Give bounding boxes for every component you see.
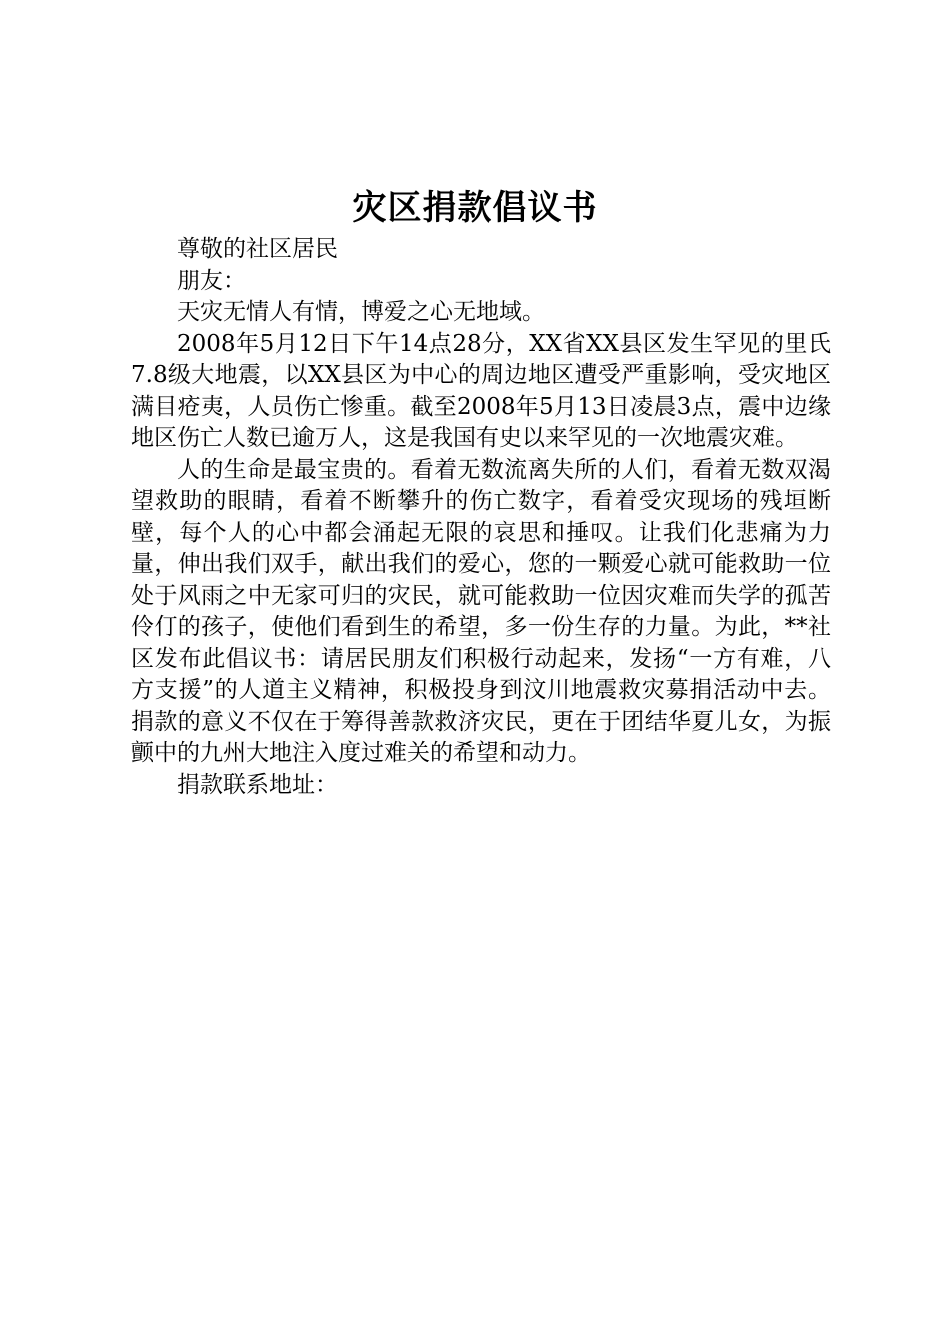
salutation-line-1: 尊敬的社区居民 bbox=[177, 236, 338, 262]
closing-contact-address: 捐款联系地址： bbox=[177, 771, 338, 798]
paragraph-earthquake-report: 2008年5月12日下午14点28分，XX省XX县区发生罕见的里氏7.8级大地震，以XX县区为中心的周边地区遭受严重影响，受灾地区满目疮夷，人员伤亡惨重。截至2008年5月13日凌晨3点，震中边缘地区伤亡人数已逾万人，这是我国有史以来罕见的一次地震灾难。 bbox=[131, 330, 831, 451]
document-title: 灾区捐款倡议书 bbox=[352, 188, 598, 228]
salutation-line-2: 朋友： bbox=[177, 267, 246, 294]
paragraph-intro: 天灾无情人有情，博爱之心无地域。 bbox=[177, 299, 545, 325]
paragraph-appeal: 人的生命是最宝贵的。看着无数流离失所的人们，看着无数双渴望救助的眼睛，看着不断攀升的伤亡数字，看着受灾现场的残垣断壁，每个人的心中都会涌起无限的哀思和捶叹。让我们化悲痛为力量，伸出我们双手，献出我们的爱心，您的一颗爱心就可能救助一位处于风雨之中无家可归的灾民，就可能救助一位因灾难而失学的孤苦伶仃的孩子，使他们看到生的希望，多一份生存的力量。为此，**社区发布此倡议书：请居民朋友们积极行动起来，发扬“一方有难，八方支援”的人道主义精神，积极投身到汶川地震救灾募捐活动中去。捐款的意义不仅在于筹得善款救济灾民，更在于团结华夏儿女，为振颤中的九州大地注入度过难关的希望和动力。 bbox=[131, 456, 831, 766]
document-body bbox=[131, 234, 831, 801]
